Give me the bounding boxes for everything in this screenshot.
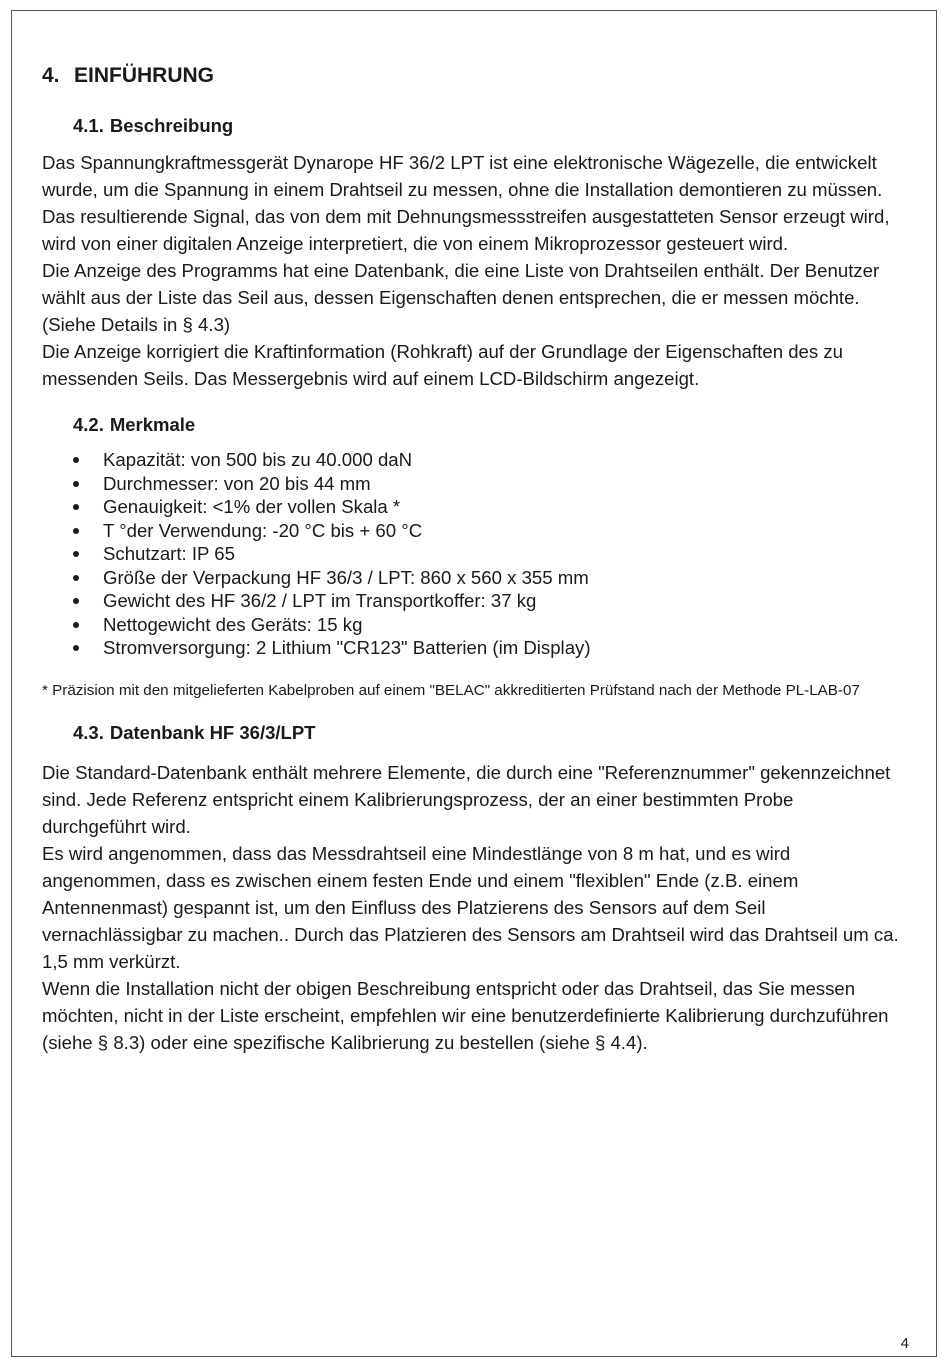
subsection-heading-4-3	[42, 720, 902, 746]
section-heading-4	[42, 62, 902, 90]
subsection-title: Beschreibung	[109, 115, 234, 136]
paragraph: Das Spannungkraftmessgerät Dynarope HF 36/2 LPT ist eine elektronische Wägezelle, die entwickelt wurde, um die Spannung in einem Drahtseil zu messen, ohne die Installation demontieren zu müssen.	[42, 152, 883, 200]
subsection-title: Datenbank HF 36/3/LPT	[109, 721, 316, 743]
list-item-text: Durchmesser: von 20 bis 44 mm	[103, 472, 371, 494]
list-item	[42, 566, 902, 590]
list-item	[42, 542, 902, 566]
list-item-text: Größe der Verpackung HF 36/3 / LPT: 860 x 560 x 355 mm	[103, 566, 589, 588]
bullet-icon	[73, 575, 79, 581]
list-item-text: Genauigkeit: <1% der vollen Skala *	[103, 496, 401, 517]
list-item-text: Schutzart: IP 65	[103, 543, 235, 564]
list-item	[42, 472, 902, 496]
subsection-number: 4.1.	[73, 115, 104, 136]
bullet-icon	[73, 528, 79, 534]
subsection-number: 4.2.	[73, 414, 104, 435]
list-item-text: Nettogewicht des Geräts: 15 kg	[103, 613, 363, 635]
bullet-icon	[73, 622, 79, 628]
paragraph: Wenn die Installation nicht der obigen Beschreibung entspricht oder das Drahtseil, das Sie messen möchten, nicht in der Liste erscheint, empfehlen wir eine benutzerdefinierte Kalibrierung durchzuführen (siehe § 8.3) oder eine spezifische Kalibrierung zu bestellen (siehe § 4.4).	[42, 977, 889, 1053]
paragraph: Die Anzeige korrigiert die Kraftinformation (Rohkraft) auf der Grundlage der Eigenschaften des zu messenden Seils. Das Messergebnis wird auf einem LCD-Bildschirm angezeigt.	[42, 341, 843, 389]
section-title: EINFÜHRUNG	[74, 64, 214, 87]
list-item-text: Stromversorgung: 2 Lithium "CR123" Batterien (im Display)	[103, 637, 591, 658]
bullet-icon	[73, 551, 79, 557]
subsection-heading-4-2	[42, 412, 902, 438]
paragraph: Es wird angenommen, dass das Messdrahtseil eine Mindestlänge von 8 m hat, und es wird angenommen, dass es zwischen einem festen Ende und einem "flexiblen" Ende (z.B. einem Antennenmast) gespannt ist, um den Einfluss des Platzierens des Sensors auf dem Seil vernachlässigbar zu machen.. Durch das Platzieren des Sensors am Drahtseil wird das Drahtseil um ca. 1,5 mm verkürzt.	[42, 842, 899, 972]
subsection-heading-4-1	[42, 113, 902, 139]
bullet-icon	[73, 645, 79, 651]
paragraph: Das resultierende Signal, das von dem mit Dehnungsmessstreifen ausgestatteten Sensor erzeugt wird, wird von einer digitalen Anzeige interpretiert, die von einem Mikroprozessor gesteuert wird.	[42, 206, 890, 254]
list-item	[42, 613, 902, 637]
bullet-icon	[73, 481, 79, 487]
bullet-icon	[73, 457, 79, 463]
list-item	[42, 495, 902, 519]
subsection-number: 4.3.	[73, 721, 104, 743]
paragraph: Die Anzeige des Programms hat eine Datenbank, die eine Liste von Drahtseilen enthält. Der Benutzer wählt aus der Liste das Seil aus, dessen Eigenschaften denen entsprechen, die er messen möchte. (Siehe Details in § 4.3)	[42, 260, 880, 335]
features-list	[42, 448, 902, 660]
list-item-text: Kapazität: von 500 bis zu 40.000 daN	[103, 449, 413, 470]
list-item-text: Gewicht des HF 36/2 / LPT im Transportkoffer: 37 kg	[103, 590, 537, 611]
list-item	[42, 519, 902, 543]
list-item	[42, 636, 902, 660]
bullet-icon	[73, 598, 79, 604]
list-item-text: T °der Verwendung: -20 °C bis + 60 °C	[103, 519, 423, 541]
page-number: 4	[900, 1335, 909, 1352]
description-text	[42, 149, 902, 392]
bullet-icon	[73, 504, 79, 510]
subsection-title: Merkmale	[109, 414, 196, 435]
section-number: 4.	[42, 64, 60, 87]
footnote: * Präzision mit den mitgelieferten Kabelproben auf einem "BELAC" akkreditierten Prüfstand nach der Methode PL-LAB-07	[42, 681, 860, 699]
database-text	[42, 759, 902, 1056]
list-item	[42, 448, 902, 472]
page-content	[42, 62, 902, 1056]
list-item	[42, 589, 902, 613]
paragraph: Die Standard-Datenbank enthält mehrere Elemente, die durch eine "Referenznummer" gekennzeichnet sind. Jede Referenz entspricht einem Kalibrierungsprozess, der an einer bestimmten Probe durchgeführt wird.	[42, 761, 891, 837]
